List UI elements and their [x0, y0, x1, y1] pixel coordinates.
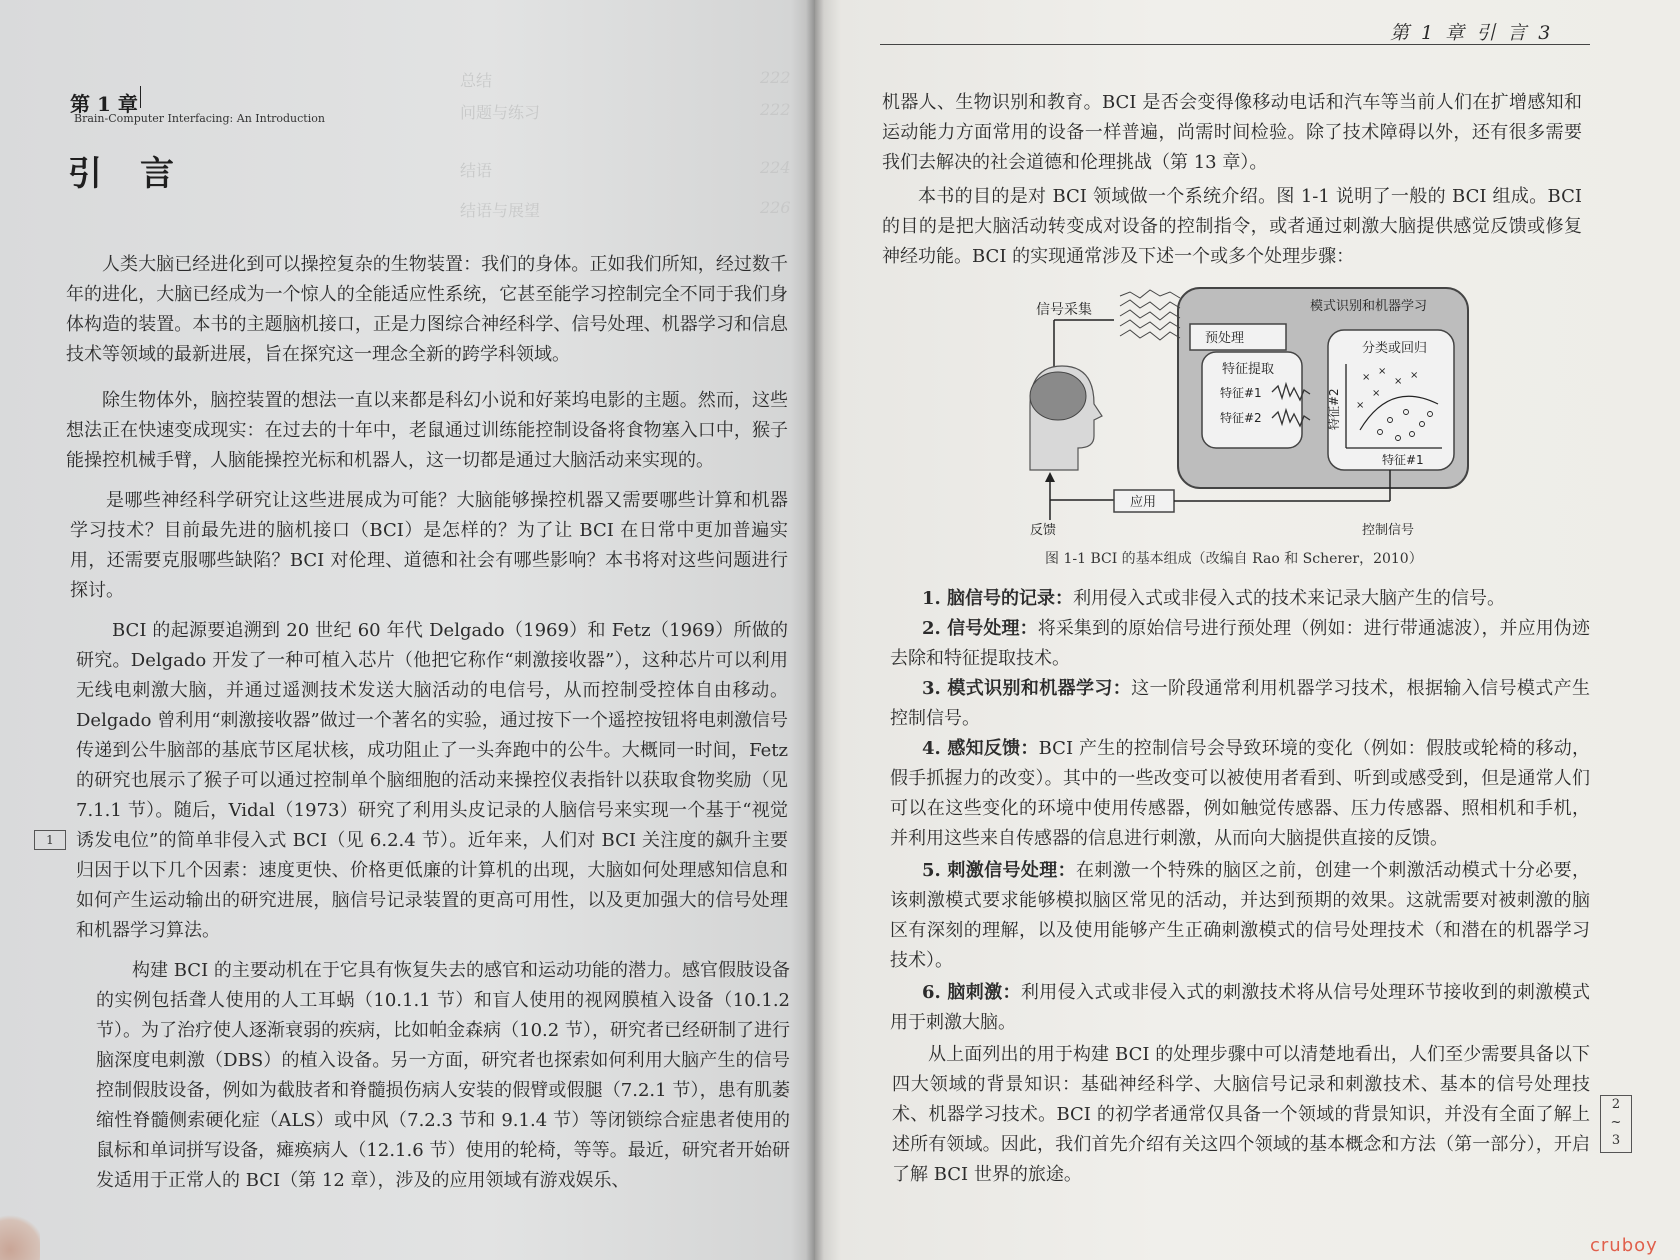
body-paragraph: BCI 的起源要追溯到 20 世纪 60 年代 Delgado（1969）和 Fetz（1969）所做的研究。Delgado 开发了一种可植入芯片（他把它称作“刺激接收器”），这种芯片可以利用无线电刺激大脑，并通过遥测技术发送大脑活动的电信号，从而控制受控体自由移动。Delgado 曾利用“刺激接收器”做过一个著名的实验，通过按下一个遥控按钮将电刺激信号传递到公牛脑部的基底节区尾状核，成功阻止了一头奔跑中的公牛。大概同一时间，Fetz 的研究也展示了猴子可以通过控制单个脑细胞的活动来操控仪表指针以获取食物奖励（见 7.1.1 节）。随后，Vidal（1973）研究了利用头皮记录的人脑信号来实现一个基于“视觉诱发电位”的简单非侵入式 BCI（见 6.2.4 节）。近年来，人们对 BCI 关注度的飙升主要归因于以下几个因素：速度更快、价格更低廉的计算机的出现，大脑如何处理感知信息和如何产生运动输出的研究进展，脑信号记录装置的更高可用性，以及更加强大的信号处理和机器学习算法。 — [76, 620, 788, 941]
step-lead: 6. 脑刺激： — [922, 982, 1021, 1003]
ghost-toc-line: 总结 222 — [460, 68, 791, 90]
svg-text:×: × — [1356, 400, 1365, 411]
apply-label: 应用 — [1130, 495, 1157, 510]
feature-extract-label: 特征提取 — [1222, 362, 1275, 377]
step-text: 利用侵入式或非侵入式的技术来记录大脑产生的信号。 — [1073, 588, 1506, 609]
scatter-y-label: 特征#2 — [1327, 388, 1341, 430]
margin-page-range — [1600, 1095, 1632, 1153]
thumb — [0, 1210, 40, 1260]
step-lead: 2. 信号处理： — [922, 618, 1038, 639]
step-item — [890, 614, 1590, 674]
page-range-end: 3 — [1611, 1133, 1621, 1148]
step-text: 这一阶段通常利用机器学习技术，根据输入信号模式产生控制信号。 — [890, 678, 1590, 729]
body-paragraph: 机器人、生物识别和教育。BCI 是否会变得像移动电话和汽车等当前人们在扩增感知和运动能力方面常用的设备一样普遍，尚需时间检验。除了技术障碍以外，还有很多需要我们去解决的社会道德和伦理挑战（第 13 章）。 — [882, 92, 1582, 173]
feature1-label: 特征#1 — [1220, 386, 1262, 400]
step-text: BCI 产生的控制信号会导致环境的变化（例如：假肢或轮椅的移动，假手抓握力的改变）。其中的一些改变可以被使用者看到、听到或感受到，但是通常人们可以在这些变化的环境中使用传感器，例如触觉传感器、压力传感器、照相机和手机，并利用这些来自传感器的信息进行刺激，从而向大脑提供直接的反馈。 — [890, 738, 1590, 849]
step-item — [890, 978, 1590, 1038]
svg-text:×: × — [1372, 388, 1381, 399]
chapter-divider — [140, 86, 141, 108]
brain-icon — [1030, 372, 1086, 420]
figure-caption: 图 1-1 BCI 的基本组成（改编自 Rao 和 Scherer，2010） — [1045, 551, 1423, 567]
step-lead: 1. 脑信号的记录： — [922, 588, 1074, 609]
step-lead: 4. 感知反馈： — [922, 738, 1039, 759]
step-text: 将采集到的原始信号进行预处理（例如：进行带通滤波），并应用伪迹去除和特征提取技术。 — [890, 618, 1590, 669]
left-page — [0, 0, 815, 1260]
chapter-title: 引言 — [68, 154, 212, 194]
ghost-toc-line: 问题与练习 222 — [460, 100, 791, 122]
chapter-label: 第 1 章 — [70, 92, 138, 116]
svg-text:×: × — [1394, 376, 1403, 387]
ghost-toc-line: 结语 224 — [460, 158, 791, 180]
step-item — [890, 856, 1590, 976]
margin-page-marker: 1 — [34, 830, 66, 850]
classify-label: 分类或回归 — [1362, 341, 1428, 356]
feedback-arrow-icon — [1045, 472, 1055, 482]
svg-text:×: × — [1362, 372, 1371, 383]
body-paragraph: 是哪些神经科学研究让这些进展成为可能？大脑能够操控机器又需要哪些计算和机器学习技术？目前最先进的脑机接口（BCI）是怎样的？为了让 BCI 在日常中更加普遍实用，还需要克服哪些缺陷？BCI 对伦理、道德和社会有哪些影响？本书将对这些问题进行探讨。 — [70, 490, 788, 601]
step-text: 在刺激一个特殊的脑区之前，创建一个刺激活动模式十分必要，该刺激模式要求能够模拟脑区常见的活动，并达到预期的效果。这就需要对被刺激的脑区有深刻的理解，以及使用能够产生正确刺激模式的信号处理技术（和潜在的机器学习技术）。 — [890, 860, 1590, 971]
page-range-sep: ~ — [1610, 1115, 1622, 1130]
body-paragraph: 构建 BCI 的主要动机在于它具有恢复失去的感官和运动功能的潜力。感官假肢设备的实例包括聋人使用的人工耳蜗（10.1.1 节）和盲人使用的视网膜植入设备（10.1.2 节）。为了治疗使人逐渐衰弱的疾病，比如帕金森病（10.2 节），研究者已经研制了进行脑深度电刺激（DBS）的植入设备。另一方面，研究者也探索如何利用大脑产生的信号控制假肢设备，例如为截肢者和脊髓损伤病人安装的假臂或假腿（7.2.1 节），患有肌萎缩性脊髓侧索硬化症（ALS）或中风（7.2.3 节和 9.1.4 节）等闭锁综合症患者使用的鼠标和单词拼写设备，瘫痪病人（12.1.6 节）使用的轮椅，等等。最近，研究者开始研发适用于正常人的 BCI（第 12 章），涉及的应用领域有游戏娱乐、 — [96, 960, 790, 1191]
step-item — [922, 584, 1590, 614]
chapter-subtitle: Brain-Computer Interfacing: An Introduction — [74, 112, 325, 125]
pattern-recognition-label: 模式识别和机器学习 — [1310, 299, 1428, 314]
bci-diagram — [1010, 280, 1480, 540]
svg-text:×: × — [1378, 366, 1387, 377]
body-paragraph: 本书的目的是对 BCI 领域做一个系统介绍。图 1-1 说明了一般的 BCI 组成。BCI 的目的是把大脑活动转变成对设备的控制指令，或者通过刺激大脑提供感觉反馈或修复神经功能。BCI 的实现通常涉及下述一个或多个处理步骤： — [882, 186, 1582, 267]
feature2-label: 特征#2 — [1220, 411, 1262, 425]
preprocess-label: 预处理 — [1205, 331, 1245, 346]
step-text: 利用侵入式或非侵入式的刺激技术将从信号处理环节接收到的刺激模式用于刺激大脑。 — [890, 982, 1590, 1033]
control-signal-label: 控制信号 — [1362, 523, 1415, 538]
feedback-label: 反馈 — [1030, 523, 1057, 538]
book-gutter — [806, 0, 824, 1260]
signal-acquire-label: 信号采集 — [1036, 302, 1092, 318]
svg-text:×: × — [1410, 370, 1419, 381]
body-paragraph: 除生物体外，脑控装置的想法一直以来都是科幻小说和好莱坞电影的主题。然而，这些想法正在快速变成现实：在过去的十年中，老鼠通过训练能控制设备将食物塞入口中，猴子能操控机械手臂，人脑能操控光标和机器人，这一切都是通过大脑活动来实现的。 — [66, 390, 788, 471]
step-lead: 5. 刺激信号处理： — [922, 860, 1077, 881]
raw-signal-traces — [1120, 290, 1180, 340]
step-item — [890, 734, 1590, 854]
step-item — [890, 674, 1590, 734]
watermark: cruboy — [1590, 1235, 1658, 1256]
scatter-x-label: 特征#1 — [1382, 453, 1424, 467]
ghost-toc-line: 结语与展望 226 — [460, 198, 791, 220]
page-range-start: 2 — [1611, 1097, 1621, 1112]
running-head: 第 1 章 引 言 3 — [1390, 22, 1554, 44]
body-paragraph: 人类大脑已经进化到可以操控复杂的生物装置：我们的身体。正如我们所知，经过数千年的进化，大脑已经成为一个惊人的全能适应性系统，它甚至能学习控制完全不同于我们身体构造的装置。本书的主题脑机接口，正是力图综合神经科学、信号处理、机器学习和信息技术等领域的最新进展，旨在探究这一理念全新的跨学科领域。 — [66, 254, 788, 365]
step-lead: 3. 模式识别和机器学习： — [922, 678, 1132, 699]
body-paragraph: 从上面列出的用于构建 BCI 的处理步骤中可以清楚地看出，人们至少需要具备以下四大领域的背景知识：基础神经科学、大脑信号记录和刺激技术、基本的信号处理技术、机器学习技术。BCI 的初学者通常仅具备一个领域的背景知识，并没有全面了解上述所有领域。因此，我们首先介绍有关这四个领域的基本概念和方法（第一部分），开启了解 BCI 世界的旅途。 — [892, 1044, 1590, 1185]
header-rule — [880, 44, 1590, 45]
